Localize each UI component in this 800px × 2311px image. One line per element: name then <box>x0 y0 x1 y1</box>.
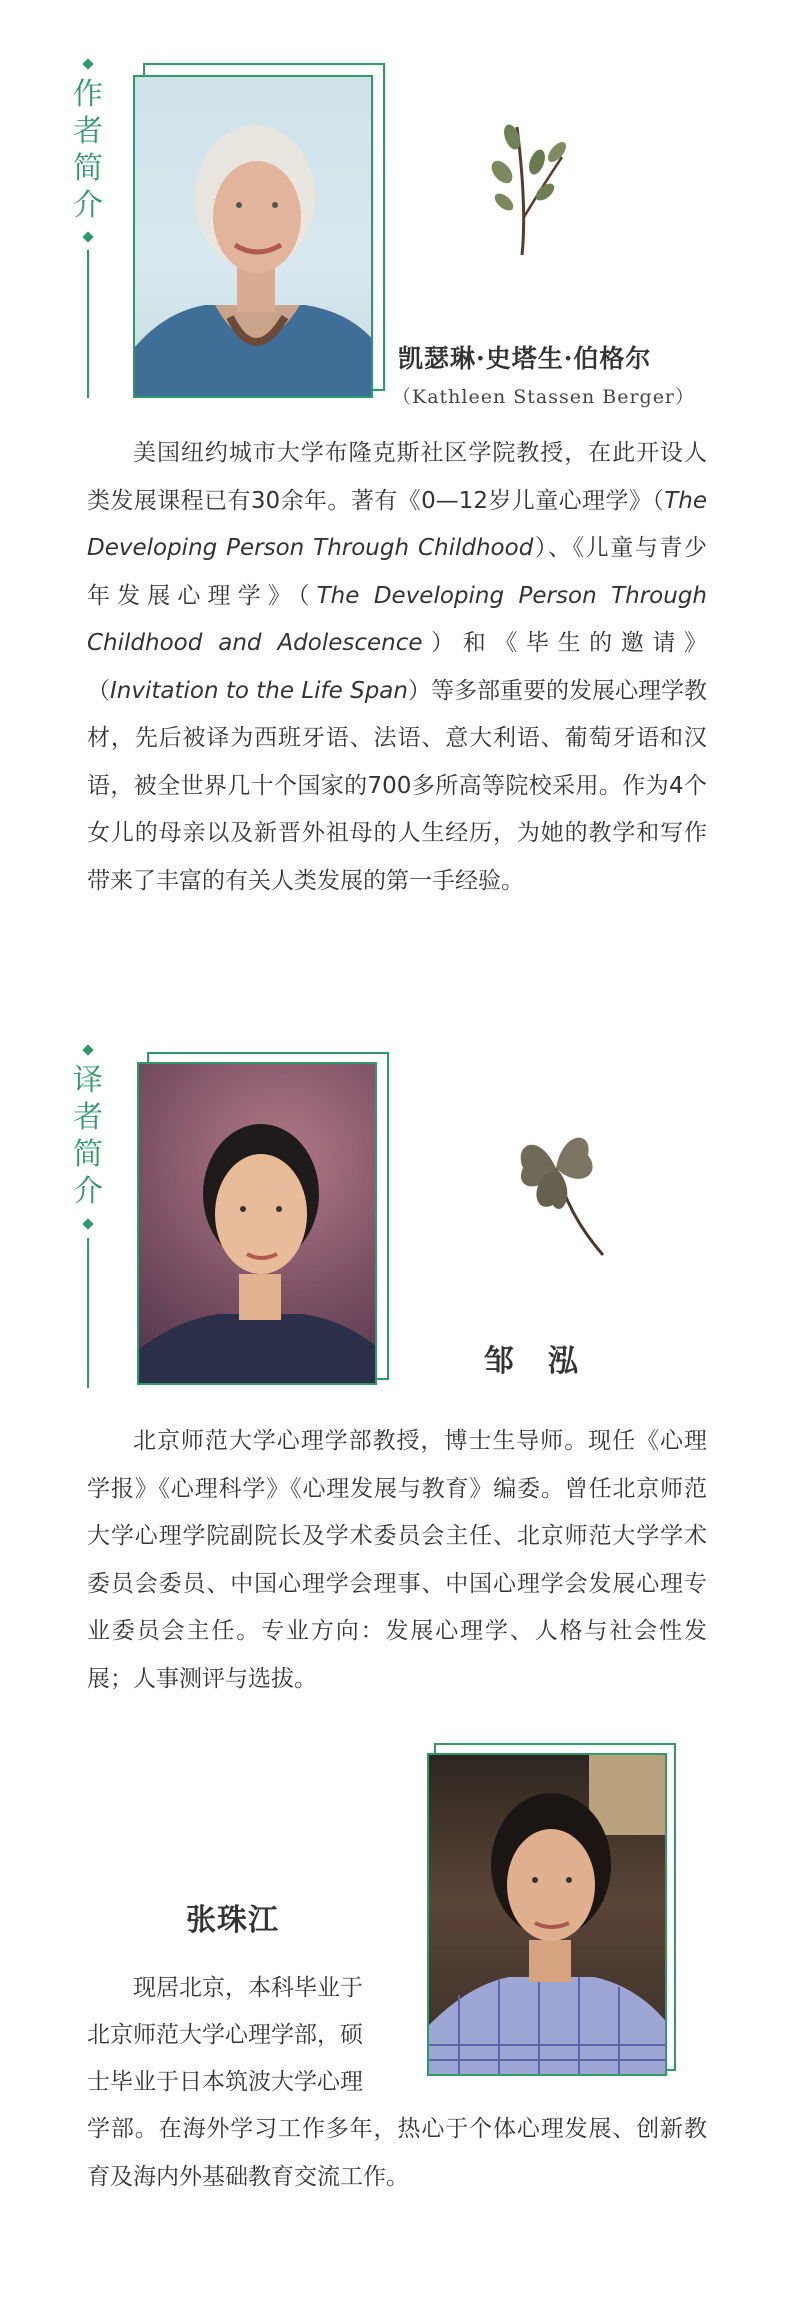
translator2-bio-rest: 学部。在海外学习工作多年，热心于个体心理发展、创新教育及海内外基础教育交流工作。 <box>87 2116 707 2190</box>
author-label-line <box>87 250 89 398</box>
book-title-2: The Developing Person Through Childhood and Adolescence <box>87 582 707 656</box>
translator-label-diamond-top <box>82 1044 93 1055</box>
author-name-cn: 凯瑟琳·史塔生·伯格尔 <box>398 344 652 373</box>
book-title-1: The Developing Person Through Childhood <box>87 487 707 561</box>
clover-leaf-illustration <box>508 1120 608 1260</box>
translator1-portrait-illustration <box>139 1064 377 1385</box>
author-bio: 美国纽约城市大学布隆克斯社区学院教授，在此开设人类发展课程已有30余年。著有《0—12岁儿童心理学》（The Developing Person Through Childhood）、《儿童与青少年发展心理学》（The Developing Person Through Childhood and Adolescence）和《毕生的邀请》（Invitation to the Life Span）等多部重要的发展心理学教材，先后被译为西班牙语、法语、意大利语、葡萄牙语和汉语，被全世界几十个国家的700多所高等院校采用。作为4个女儿的母亲以及新晋外祖母的人生经历，为她的教学和写作带来了丰富的有关人类发展的第一手经验。 <box>87 440 708 894</box>
translator-label-line <box>87 1238 89 1388</box>
book-title-3: Invitation to the Life Span <box>110 677 408 704</box>
translator2-bio-line-2: 北京师范大学心理学部，硕 <box>87 2022 363 2048</box>
translator-section-label: 译者简介 <box>73 1063 103 1209</box>
author-label-diamond-top <box>82 58 93 69</box>
author-portrait-illustration <box>135 77 373 398</box>
translator1-bio: 北京师范大学心理学部教授，博士生导师。现任《心理学报》《心理科学》《心理发展与教育》编委。曾任北京师范大学心理学院副院长及学术委员会主任、北京师范大学学术委员会委员、中国心理学会理事、中国心理学会发展心理专业委员会主任。专业方向：发展心理学、人格与社会性发展；人事测评与选拔。 <box>87 1428 707 1692</box>
author-label-diamond-bottom <box>82 231 93 242</box>
author-section-label: 作者简介 <box>73 77 103 223</box>
translator2-portrait-illustration <box>429 1755 667 2076</box>
author-photo <box>133 75 373 398</box>
translator2-bio-line-1: 现居北京，本科毕业于 <box>133 1975 363 2001</box>
translator2-photo <box>427 1753 667 2076</box>
author-name-en: （Kathleen Stassen Berger） <box>392 386 696 408</box>
branch-leaf-illustration <box>482 117 572 257</box>
translator1-photo <box>137 1062 377 1385</box>
translator2-bio-line-3: 士毕业于日本筑波大学心理 <box>87 2069 363 2095</box>
translator-label-diamond-bottom <box>82 1218 93 1229</box>
translator2-name: 张珠江 <box>186 1903 279 1938</box>
translator1-name: 邹 泓 <box>484 1344 580 1379</box>
